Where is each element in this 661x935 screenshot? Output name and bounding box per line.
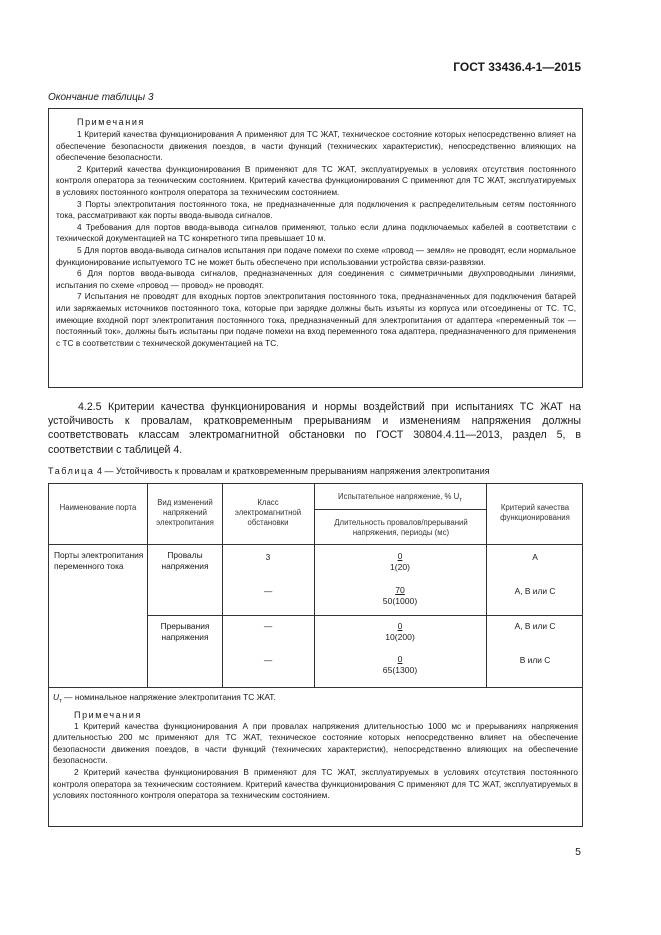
table4-footer xyxy=(53,687,578,802)
header-em-class: Класс электромагнитной обстановки xyxy=(234,498,302,527)
note-item: 7 Испытания не проводят для входных портов электропитания постоянного тока, предназначенных для подключения батарей или заряжаемых источников постоянного тока, которые при зарядке должны быть изъяты из корпуса или отсоединены от ТС. ТС, имеющие входной порт электропитания постоянного тока, предназначенный для электропитания от адаптера «переменный ток — постоянный ток», должны быть испытаны при подаче помехи на вход переменного тока адаптера, предназначенного для применения с ТС в соответствии с технической документацией на ТС. xyxy=(56,291,576,348)
table4 xyxy=(48,483,583,827)
criterion-cell: В или С xyxy=(519,655,551,665)
header-criterion: Критерий качества функционирования xyxy=(500,503,570,522)
em-class-cell: — xyxy=(263,586,273,596)
criterion-cell: А, В или С xyxy=(514,586,556,596)
notes-title: Примечания xyxy=(77,117,145,127)
duration-value: 1(20) xyxy=(389,561,411,572)
table-grid-line xyxy=(49,544,582,545)
header-test-voltage-text: Испытательное напряжение, % U xyxy=(338,492,460,501)
ut-definition xyxy=(53,692,578,705)
criterion-cell: А xyxy=(532,552,538,562)
test-voltage-value: 0 xyxy=(397,621,403,631)
header-port-name: Наименование порта xyxy=(59,503,137,512)
duration-value: 65(1300) xyxy=(382,664,418,675)
note-item: 5 Для портов ввода-вывода сигналов испытания при подаче помехи по схеме «провод — земля» не проводят, если нормальное функционирование испытуемого ТС не может быть обеспечено при использовании устройства связи-развязки. xyxy=(56,244,576,267)
ut-definition-text: — номинальное напряжение электропитания ТС ЖАТ. xyxy=(61,692,276,702)
header-test-voltage-sub: т xyxy=(459,497,462,504)
note-item: 6 Для портов ввода-вывода сигналов, предназначенных для соединения с симметричными двухпроводными линиями, испытания по схеме «провод — провод» не проводят. xyxy=(56,268,576,290)
em-class-cell: — xyxy=(263,655,273,665)
test-value-cell xyxy=(319,551,481,572)
table-grid-line xyxy=(314,509,486,510)
table-grid-line xyxy=(314,484,315,687)
header-change-type: Вид изменений напряжений электропитания xyxy=(156,498,214,527)
note-item: 4 Требования для портов ввода-вывода сигналов применяют, только если длина подключаемых кабелей в соответствии с технической документацией на ТС конкретного типа превышает 10 м. xyxy=(56,221,576,244)
test-voltage-value: 70 xyxy=(395,585,405,595)
table4-note-item: 2 Критерий качества функционирования В применяют для ТС ЖАТ, эксплуатируемых в условиях отсутствия постоянного контроля оператора за техническим состоянием. Критерий качества функционирования С применяют для ТС ЖАТ, эксплуатируемых в условиях постоянного контроля оператора за техническим состоянием. xyxy=(53,767,578,801)
table3-notes-box xyxy=(48,108,583,388)
duration-value: 50(1000) xyxy=(382,595,418,606)
table4-caption-text: 4 — Устойчивость к провалам и кратковременным прерываниям напряжения электропитания xyxy=(97,466,490,476)
gost-header: ГОСТ 33436.4-1—2015 xyxy=(453,60,581,74)
note-item: 2 Критерий качества функционирования В применяют для ТС ЖАТ, эксплуатируемых в условиях отсутствия постоянного контроля оператора за техническим состоянием. Критерий качества функционирования С применяют для ТС ЖАТ, эксплуатируемых в условиях постоянного контроля оператора за техническим состоянием. xyxy=(56,163,576,197)
table-grid-line xyxy=(147,484,148,687)
port-name-cell: Порты электропитания переменного тока xyxy=(54,550,144,571)
table-grid-line xyxy=(147,615,582,616)
test-value-cell xyxy=(319,654,481,675)
table-grid-line xyxy=(486,484,487,687)
change-type-cell: Прерывания напряжения xyxy=(160,621,210,642)
ut-symbol: U xyxy=(53,692,60,702)
page-number: 5 xyxy=(575,846,581,858)
test-voltage-value: 0 xyxy=(397,551,403,561)
test-value-cell xyxy=(319,585,481,606)
table4-note-item: 1 Критерий качества функционирования А при провалах напряжения длительностью 1000 мс и прерываниях напряжения длительностью 200 мс применяют для ТС ЖАТ, техническое состояние которых непосредственно влияет на обеспечение безопасности движения поездов, в части функций (технических характеристик), непосредственно влияющих на обеспечение безопасности. xyxy=(53,720,578,766)
note-item: 1 Критерий качества функционирования А применяют для ТС ЖАТ, техническое состояние которых непосредственно влияет на обеспечение безопасности движения поездов, в части функций (технических характеристик), непосредственно влияющих на обеспечение безопасности. xyxy=(56,129,576,163)
table-grid-line xyxy=(222,484,223,687)
ut-subscript: т xyxy=(59,698,62,705)
table3-end-caption: Окончание таблицы 3 xyxy=(48,92,154,103)
em-class-cell: 3 xyxy=(265,552,271,562)
paragraph-4-2-5: 4.2.5 Критерии качества функционирования и нормы воздействий при испытаниях ТС ЖАТ на устойчивость к провалам, кратковременным прерываниям и изменениям напряжения должны соответствовать классам электромагнитной обстановки по ГОСТ 30804.4.11—2013, раздел 5, в соответствии с таблицей 4. xyxy=(48,401,581,456)
em-class-cell: — xyxy=(263,621,273,631)
duration-value: 10(200) xyxy=(385,631,415,642)
table4-caption-label: Таблица xyxy=(48,466,95,476)
criterion-cell: А, В или С xyxy=(514,621,556,631)
test-voltage-value: 0 xyxy=(397,654,403,664)
table4-caption xyxy=(48,466,490,476)
header-test-voltage xyxy=(317,492,483,506)
header-duration: Длительность провалов/прерываний напряжения, периоды (мс) xyxy=(334,518,468,537)
change-type-cell: Провалы напряжения xyxy=(161,550,209,571)
test-value-cell xyxy=(319,621,481,642)
table4-notes-title: Примечания xyxy=(74,709,142,720)
note-item: 3 Порты электропитания постоянного тока, не предназначенные для подключения к распределительным сетям постоянного тока, рассматривают как порты ввода-вывода сигналов. xyxy=(56,198,576,221)
